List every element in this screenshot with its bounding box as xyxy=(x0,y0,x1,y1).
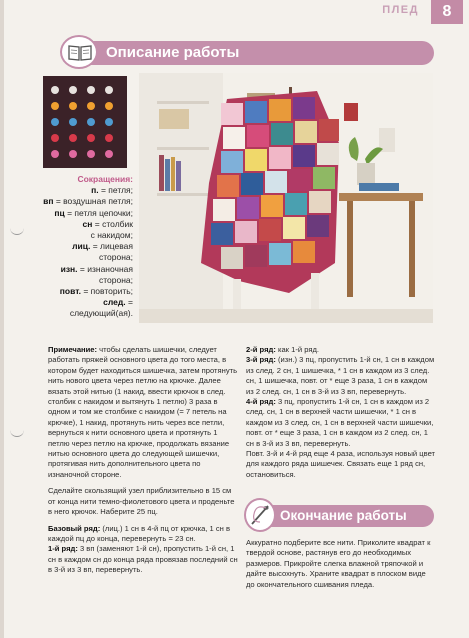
note-text: чтобы сделать шишечки, следует работать пряжей основного цвета до того места, в котором будет находиться шишечка, затем протянуть нить нового цвета через петлю на крючке. Далее вязать этой нитью (1 накид, ввести крючок в след. столбик с накидом и вытянуть 1 петлю) 3 раза в одном и том же столбике с накидом (= 7 петель на крючке), 1 накид, протянуть нить через все петли, вернуться к нити основного цвета и протянуть 1 петлю через петлю на крючке, продолжать вязание нитью основного цвета до следующей шишечки, протягивая нить дополнительного цвета по изнаночной стороне. xyxy=(48,345,238,479)
repeat-paragraph: Повт. 3-й и 4-й ряд еще 4 раза, используя новый цвет для каждого ряда шишечек. Связать еще 1 ряд сн, остановиться. xyxy=(246,449,436,479)
abbreviation-line xyxy=(38,275,133,286)
row3-label: 3-й ряд: xyxy=(246,355,276,365)
knit-swatch-image xyxy=(43,76,127,168)
instructions-right-column xyxy=(246,345,436,486)
row1-paragraph xyxy=(48,544,238,575)
blanket-photo xyxy=(139,73,433,323)
abbreviation-definition: = повторить; xyxy=(80,286,133,297)
base-row-text: (лиц.) 1 сн в 4-й пц от крючка, 1 сн в каждой пц до конца, перевернуть = 23 сн. xyxy=(48,523,230,543)
row1-text: 3 вп (заменяют 1-й сн), пропустить 1-й сн, 1 сн в каждом сн до конца ряда провязав последний сн в 3-й из 3 вп, перевернуть. xyxy=(48,544,238,575)
section-title-bar xyxy=(62,41,434,65)
note-label: Примечание: xyxy=(48,345,98,354)
abbreviation-term: повт. xyxy=(59,286,81,297)
note-paragraph xyxy=(48,345,238,480)
abbreviation-line xyxy=(38,297,133,319)
abbreviation-definition: сторона; xyxy=(98,274,133,285)
abbreviation-line xyxy=(38,286,133,297)
section-title: Описание работы xyxy=(106,44,240,61)
margin-mark xyxy=(10,426,24,437)
abbreviation-term: вп xyxy=(43,196,54,207)
abbreviation-definition: = изнаночная xyxy=(77,263,133,274)
abbreviation-line xyxy=(38,196,133,207)
abbreviation-definition: = петля; xyxy=(98,185,133,196)
row2-paragraph xyxy=(246,345,436,355)
slip-knot-paragraph: Сделайте скользящий узел приблизительно в 15 см от конца нити темно-фиолетового цвета и проденьте в него крючок. Наберите 25 пц. xyxy=(48,486,235,517)
abbreviations-list xyxy=(38,185,133,319)
abbreviation-line xyxy=(38,230,133,241)
abbreviation-definition: = следующий(ая). xyxy=(69,297,133,319)
abbreviation-term: п. xyxy=(91,185,99,196)
abbreviation-definition: = воздушная петля; xyxy=(53,196,133,207)
abbreviation-definition: сторона; xyxy=(98,252,133,263)
row4-text: 3 пц, пропустить 1-й сн, 1 сн в каждом из 2 след. сн, 1 сн в верхней части шишечки, * 1 сн в каждом из 3 след. сн, 1 сн в верхней части шишечки, повт. от * еще 3 раза, 1 сн в каждом из 2 след. сн, 1 сн в 3-й из 3 вп, перевернуть. xyxy=(246,397,434,448)
row3-paragraph xyxy=(246,355,436,397)
abbreviation-line xyxy=(38,185,133,196)
abbreviation-definition: = лицевая xyxy=(90,241,133,252)
row4-label: 4-й ряд: xyxy=(246,397,276,407)
page-number: 8 xyxy=(431,0,463,24)
abbreviation-line xyxy=(38,208,133,219)
abbreviations-box xyxy=(38,174,133,320)
abbreviation-line xyxy=(38,219,133,230)
abbreviation-term: изн. xyxy=(60,263,78,274)
abbreviations-title: Сокращения: xyxy=(77,174,133,184)
row2-label: 2-й ряд: xyxy=(246,345,276,354)
instructions-left-column xyxy=(48,345,238,582)
abbreviation-term: лиц. xyxy=(72,241,91,252)
abbreviation-line xyxy=(38,264,133,275)
book-icon xyxy=(60,35,98,69)
needle-thread-icon xyxy=(244,498,276,532)
row4-paragraph xyxy=(246,397,436,449)
abbreviation-term: сн xyxy=(82,218,93,229)
base-row-label: Базовый ряд: xyxy=(48,523,101,533)
abbreviation-definition: = петля цепочки; xyxy=(64,207,133,218)
abbreviation-definition: = столбик xyxy=(92,218,133,229)
end-section-text: Аккуратно подберите все нити. Приколите квадрат к твердой основе, растянув его до необходимых размеров. Прикройте слегка влажной тряпочкой и дайте высохнуть. Храните квадрат в плоском виде до окончательного сшивания пледа. xyxy=(246,538,431,589)
abbreviation-line xyxy=(38,241,133,252)
header-title: ПЛЕД xyxy=(382,4,419,16)
end-section-title: Окончание работы xyxy=(280,508,407,523)
page-edge xyxy=(0,0,4,638)
abbreviation-line xyxy=(38,252,133,263)
header xyxy=(0,0,469,22)
row3-text: (изн.) 3 пц, пропустить 1-й сн, 1 сн в каждом из след. 2 сн, 1 шишечка, * 1 сн в каждом из 3 след. сн, 1 шишечка, повт. от * еще 3 раза, 1 сн в каждом из 2 след. сн, 1 сн в 3-й из 3 вп, перевернуть. xyxy=(246,355,435,396)
abbreviation-definition: с накидом; xyxy=(90,230,133,241)
row1-label: 1-й ряд: xyxy=(48,544,78,554)
abbreviation-term: след. xyxy=(103,297,126,308)
base-row-paragraph xyxy=(48,524,238,545)
margin-mark xyxy=(10,224,24,235)
row2-text: как 1-й ряд. xyxy=(275,345,320,354)
abbreviation-term: пц xyxy=(54,207,65,218)
